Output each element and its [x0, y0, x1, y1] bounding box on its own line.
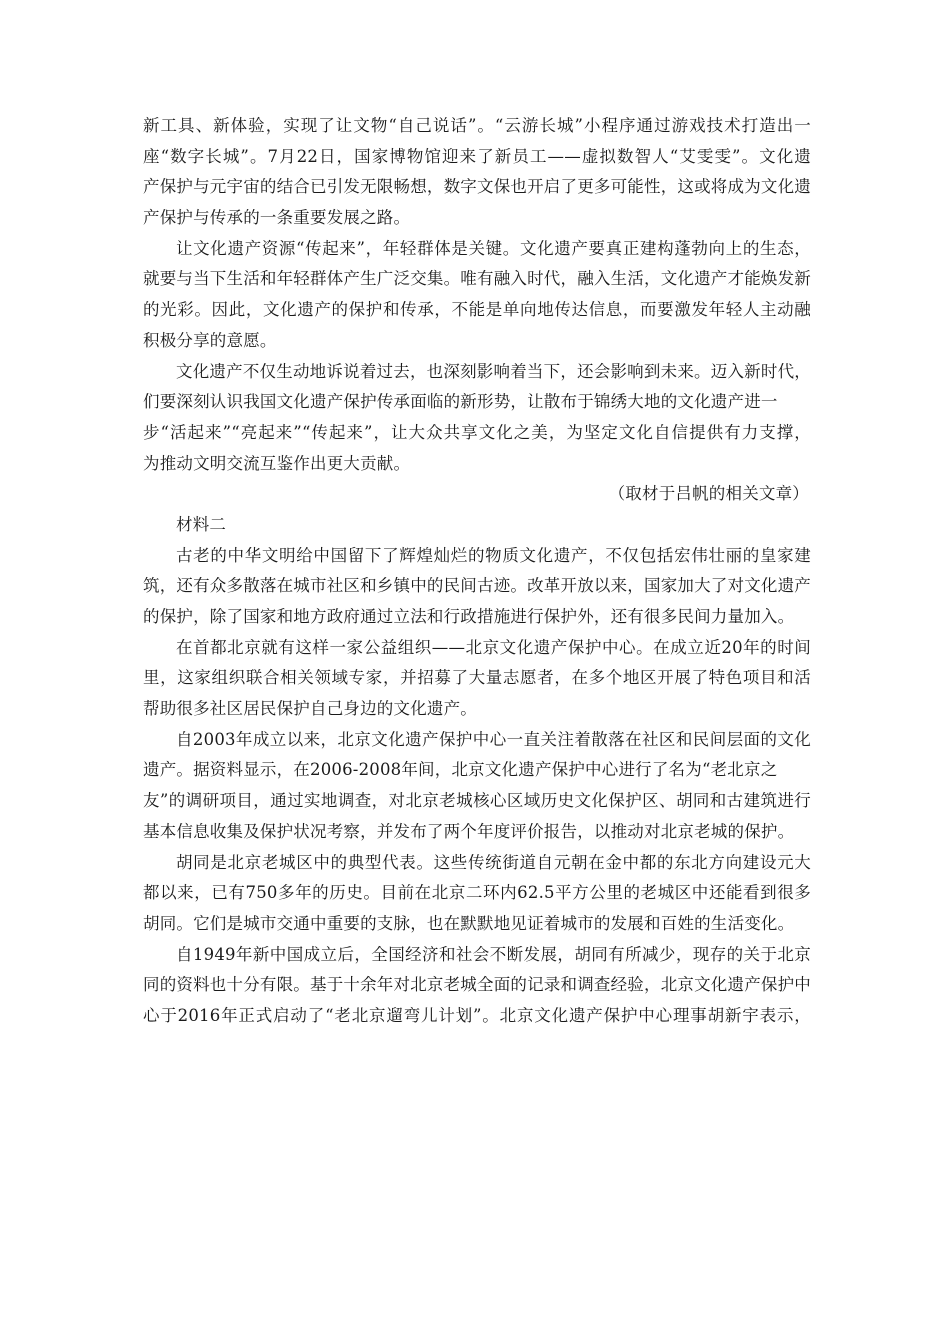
- document-page: [143, 111, 811, 1032]
- text-line: 座“数字长城”。7月22日，国家博物馆迎来了新员工——虚拟数智人“艾雯雯”。文化遗: [143, 146, 811, 166]
- text-line: 产保护与元宇宙的结合已引发无限畅想，数字文保也开启了更多可能性，这或将成为文化遗: [143, 177, 811, 197]
- paragraph-start-line: 古老的中华文明给中国留下了辉煌灿烂的物质文化遗产，不仅包括宏伟壮丽的皇家建: [176, 545, 811, 565]
- text-line: 的光彩。因此，文化遗产的保护和传承，不能是单向地传达信息，而要激发年轻人主动融: [143, 300, 811, 320]
- text-line: 友”的调研项目，通过实地调查，对北京老城核心区域历史文化保护区、胡同和古建筑进行: [143, 791, 811, 811]
- text-line: 步“活起来”“亮起来”“传起来”，让大众共享文化之美，为坚定文化自信提供有力支撑，: [143, 422, 811, 442]
- text-line: 新工具、新体验，实现了让文物“自己说话”。“云游长城”小程序通过游戏技术打造出一: [143, 116, 811, 135]
- text-line: 都以来，已有750多年的历史。目前在北京二环内62.5平方公里的老城区中还能看到很多: [143, 883, 811, 903]
- text-line: 同的资料也十分有限。基于十余年对北京老城全面的记录和调查经验，北京文化遗产保护中: [143, 975, 811, 995]
- text-line: 胡同。它们是城市交通中重要的支脉，也在默默地见证着城市的发展和百姓的生活变化。: [143, 913, 795, 933]
- source-attribution: （取材于吕帆的相关文章）: [608, 484, 809, 504]
- text-line: 里，这家组织联合相关领域专家，并招募了大量志愿者，在多个地区开展了特色项目和活: [143, 668, 811, 688]
- text-line: 遗产。据资料显示，在2006-2008年间，北京文化遗产保护中心进行了名为“老北京之: [143, 760, 778, 780]
- text-line: 们要深刻认识我国文化遗产保护传承面临的新形势，让散布于锦绣大地的文化遗产进一: [143, 392, 778, 412]
- text-line: 心于2016年正式启动了“老北京遛弯儿计划”。北京文化遗产保护中心理事胡新宇表示，: [143, 1005, 811, 1025]
- text-line: 就要与当下生活和年轻群体产生广泛交集。唯有融入时代，融入生活，文化遗产才能焕发新: [143, 269, 811, 289]
- text-line: 产保护与传承的一条重要发展之路。: [143, 208, 411, 228]
- text-line: 基本信息收集及保护状况考察，并发布了两个年度评价报告，以推动对北京老城的保护。: [143, 821, 795, 841]
- paragraph-start-line: 自1949年新中国成立后，全国经济和社会不断发展，胡同有所减少，现存的关于北京: [176, 944, 811, 964]
- paragraph-start-line: 在首都北京就有这样一家公益组织——北京文化遗产保护中心。在成立近20年的时间: [176, 637, 811, 657]
- text-line: 积极分享的意愿。: [143, 330, 277, 350]
- paragraph-start-line: 让文化遗产资源“传起来”，年轻群体是关键。文化遗产要真正建构蓬勃向上的生态，: [176, 238, 811, 258]
- text-line: 为推动文明交流互鉴作出更大贡献。: [143, 453, 411, 473]
- text-line: 帮助很多社区居民保护自己身边的文化遗产。: [143, 699, 477, 719]
- paragraph-start-line: 自2003年成立以来，北京文化遗产保护中心一直关注着散落在社区和民间层面的文化: [176, 729, 811, 749]
- paragraph-start-line: 文化遗产不仅生动地诉说着过去，也深刻影响着当下，还会影响到未来。迈入新时代，: [176, 361, 811, 381]
- paragraph-start-line: 胡同是北京老城区中的典型代表。这些传统街道自元朝在金中都的东北方向建设元大: [176, 852, 811, 872]
- text-line: 筑，还有众多散落在城市社区和乡镇中的民间古迹。改革开放以来，国家加大了对文化遗产: [143, 576, 811, 596]
- text-line: 的保护，除了国家和地方政府通过立法和行政措施进行保护外，还有很多民间力量加入。: [143, 607, 795, 626]
- section-heading: 材料二: [176, 514, 227, 534]
